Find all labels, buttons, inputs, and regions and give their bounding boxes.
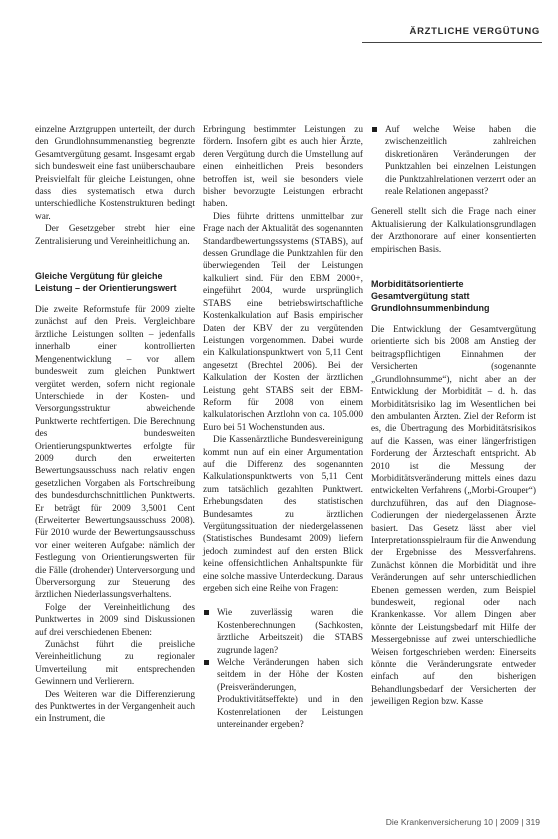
page-footer: Die Krankenversicherung 10 | 2009 | 319 [385, 817, 540, 827]
list-item: Wie zuverlässig waren die Kostenberechnungen (Sachkosten, ärztliche Arbeitszeit) die STABS zugrunde lagen? [203, 607, 363, 657]
paragraph: Des Weiteren war die Differenzierung des Punktwertes in der Vergangenheit auch ein Instrument, die [35, 689, 195, 725]
list-item: Auf welche Weise haben die zwischenzeitlich zahlreichen diskretionären Veränderungen der Punktzahlen bei einzelnen Leistungen die Punktzahlrelationen verzerrt oder an reale Relationen angepasst? [371, 124, 536, 198]
bullet-square-icon [204, 660, 209, 665]
paragraph: Die Entwicklung der Gesamtvergütung orientierte sich bis 2008 am Anstieg der beitragspflichtigen Einnahmen der Versicherten (sogenannte „Grundlohnsumme“), nicht aber an der Entwicklung der Morbidität – d. h. das Morbiditätsrisiko lag im Wesentlichen bei den ambulanten Ärzten. Ziel der Reform ist es, die Übertragung des Morbiditätsrisikos auf die Kassen, was einer längerfristigen Forderung der Ärzteschaft entspricht. Ab 2010 ist die Messung der Morbiditätsveränderung mittels eines dazu entwickelten Verfahrens („Morbi-Grouper“) durchzuführen, das auf den Diagnose-Codierungen der niedergelassenen Ärzte basiert. Das Gesetz lässt aber viel Interpretationsspielraum für die Anwendung der Ergebnisse des Messverfahrens. Zunächst können die Morbidität und ihre Veränderungen auf sehr unterschiedlichen Ebenen gemessen werden, zum Beispiel bundesweit, regional oder nach Krankenkasse. Vor allem Dingen aber könnte der Leistungsbedarf mit Hilfe der Messergebnisse auf zwei unterschiedliche Weisen fortgeschrieben werden: Einerseits könnte die Veränderungsrate entweder einfach auf den bisherigen Behandlungsbedarf der Versicherten der jeweiligen Region bzw. Kasse [371, 325, 536, 708]
paragraph: einzelne Arztgruppen unterteilt, der durch den Grundlohnsummenanstieg begrenzte Gesamtvergütung gesamt. Insgesamt ergab sich bundesweit eine fast unüberschaubare Preisvielfalt für gleiche Leistungen, ohne dass dies systematisch etwa durch unterschiedliche Kostenstrukturen bedingt war. [35, 125, 195, 222]
paragraph: Dies führte drittens unmittelbar zur Frage nach der Aktualität des sogenannten Standardbewertungssystems (STABS), auf dessen Grundlage die Punktzahlen für den überwiegenden Teil der Leistungen kalkuliert sind. Für den EBM 2000+, eingeführt 2004, wurde ursprünglich STABS eine betriebswirtschaftliche Kostenkalkulation auf Basis empirischer Daten der KBV der zu vergütenden Leistungen vorgenommen. Dabei wurde ein Kalkulationspunktwert von 5,11 Cent angesetzt (Brechtel 2006). Bei der Kalkulation der Kosten der ärztlichen Leistung geht STABS seit der EBM-Reform für 2008 von einem kalkulatorischen Arztlohn von ca. 105.000 Euro bei 51 Wochenstunden aus. [203, 211, 363, 433]
paragraph: Erbringung bestimmter Leistungen zu fördern. Insofern gibt es auch hier Ärzte, deren Vergütung durch die Umstellung auf einen einheitlichen Preis besonders betroffen ist, weil sie besonders viele bisher bevorzugte Leistungen erbracht haben. [203, 125, 363, 210]
bullet-square-icon [204, 610, 209, 615]
header-rule [362, 42, 542, 43]
section-heading: Morbiditätsorientierte Gesamtvergütung statt Grundlohnsummenbindung [371, 279, 490, 314]
section-label: ÄRZTLICHE VERGÜTUNG [409, 26, 540, 37]
paragraph: Die zweite Reformstufe für 2009 zielte zunächst auf den Preis. Vergleichbare ärztliche Leistungen sollten – jedenfalls innerhalb einer kontrollierten Mengenentwicklung – vor allem bundesweit zum gleichen Punktwert vergütet werden, sofern nicht regionale Unterschiede in der Kosten- und Versorgungsstruktur abweichende Punktwerte rechtfertigen. Die Berechnung des bundesweiten Orientierungspunktwertes erfolgte für 2009 durch den erweiterten Bewertungsausschuss nach relativ engen gesetzlichen Vorgaben als Fortschreibung des bundesdurchschnittlichen Punktwerts. Er beträgt für 2009 3,5001 Cent (Erweiterter Bewertungsausschuss 2008). Für 2010 wurde der Bewertungsausschuss vor einer weiteren Aufgabe: nämlich der Festlegung von Orientierungswerten für die Fälle (drohender) Unterversorgung und Überversorgung zur Steuerung des ärztlichen Niederlassungsverhaltens. [35, 305, 195, 601]
bullet-list [371, 124, 536, 198]
list-item: Welche Veränderungen haben sich seitdem in der Höhe der Kosten (Preisveränderungen, Produktivitätseffekte) und in den Kostenrelationen der Leistungen untereinander ergeben? [203, 657, 363, 731]
bullet-square-icon [372, 127, 377, 132]
bullet-list [203, 607, 363, 731]
paragraph: Zunächst führt die preisliche Vereinheitlichung zu regionaler Umverteilung mit entsprechenden Gewinnern und Verlierern. [35, 640, 195, 688]
paragraph: Die Kassenärztliche Bundesvereinigung kommt nun auf ein einer Argumentation auf die Differenz des sogenannten Kalkulationspunktwerts von 5,11 Cent zum tatsächlich gezahlten Punktwert. Erhebungsdaten des statistischen Bundesamtes zu ärztlichen Vergütungssituation der niedergelassenen (Statistisches Bundesamt 2009) liefern jedoch zumindest auf den ersten Blick keine offensichtlichen Anhaltspunkte für eine solche massive Unterdeckung. Daraus ergeben sich eine Reihe von Fragen: [203, 435, 363, 595]
section-heading: Gleiche Vergütung für gleiche Leistung – der Orientierungswert [35, 271, 177, 294]
text-column-1 [35, 124, 195, 726]
text-column-2 [203, 124, 363, 740]
paragraph: Folge der Vereinheitlichung des Punktwertes in 2009 sind Diskussionen auf drei verschiedenen Ebenen: [35, 602, 195, 638]
paragraph: Der Gesetzgeber strebt hier eine Zentralisierung und Vereinheitlichung an. [35, 224, 195, 247]
paragraph: Generell stellt sich die Frage nach einer Aktualisierung der Kalkulationsgrundlagen der Arzthonorare auf einer konsentierten empirischen Basis. [371, 207, 536, 255]
text-column-3 [371, 124, 536, 709]
